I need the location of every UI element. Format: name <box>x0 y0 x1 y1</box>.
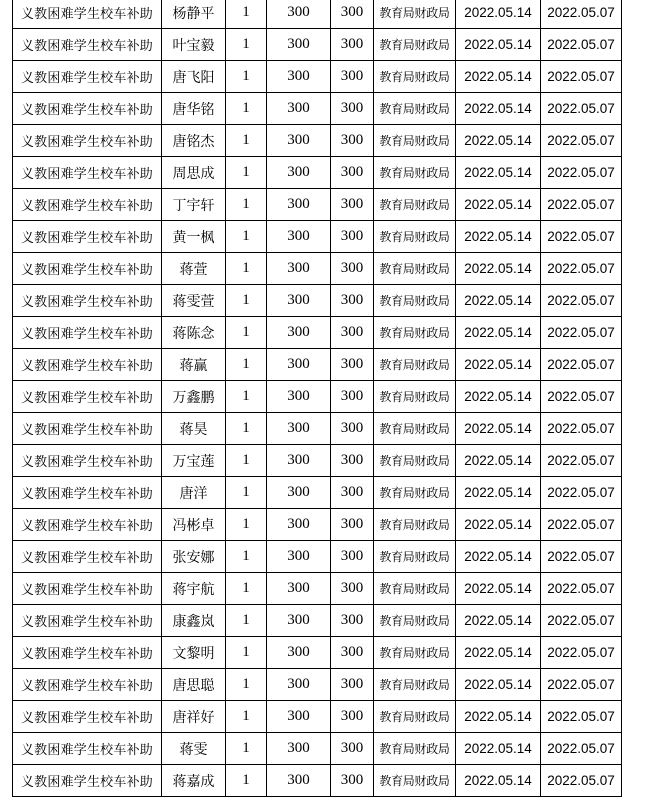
amount-cell: 300 <box>331 253 374 285</box>
count-cell: 1 <box>226 381 267 413</box>
table-row <box>13 221 622 253</box>
count-cell: 1 <box>226 317 267 349</box>
table-row <box>13 29 622 61</box>
count-cell: 1 <box>226 573 267 605</box>
amount-cell: 300 <box>331 701 374 733</box>
project-cell: 义教困难学生校车补助 <box>13 349 162 381</box>
amount-cell: 300 <box>331 349 374 381</box>
date2-cell: 2022.05.07 <box>541 733 622 765</box>
project-cell: 义教困难学生校车补助 <box>13 445 162 477</box>
date1-cell: 2022.05.14 <box>456 445 541 477</box>
project-cell: 义教困难学生校车补助 <box>13 413 162 445</box>
table-row <box>13 765 622 797</box>
amount-cell: 300 <box>331 573 374 605</box>
department-cell: 教育局财政局 <box>374 349 456 381</box>
name-cell: 唐铭杰 <box>162 125 226 157</box>
count-cell: 1 <box>226 509 267 541</box>
date2-cell: 2022.05.07 <box>541 189 622 221</box>
count-cell: 1 <box>226 29 267 61</box>
table-row <box>13 669 622 701</box>
standard-cell: 300 <box>267 573 331 605</box>
standard-cell: 300 <box>267 125 331 157</box>
date1-cell: 2022.05.14 <box>456 413 541 445</box>
date1-cell: 2022.05.14 <box>456 765 541 797</box>
subsidy-table <box>12 0 622 797</box>
count-cell: 1 <box>226 445 267 477</box>
date2-cell: 2022.05.07 <box>541 573 622 605</box>
date1-cell: 2022.05.14 <box>456 349 541 381</box>
date1-cell: 2022.05.14 <box>456 605 541 637</box>
count-cell: 1 <box>226 541 267 573</box>
table-row <box>13 0 622 29</box>
standard-cell: 300 <box>267 733 331 765</box>
date2-cell: 2022.05.07 <box>541 157 622 189</box>
date1-cell: 2022.05.14 <box>456 477 541 509</box>
amount-cell: 300 <box>331 669 374 701</box>
project-cell: 义教困难学生校车补助 <box>13 157 162 189</box>
department-cell: 教育局财政局 <box>374 477 456 509</box>
project-cell: 义教困难学生校车补助 <box>13 477 162 509</box>
date1-cell: 2022.05.14 <box>456 93 541 125</box>
amount-cell: 300 <box>331 125 374 157</box>
name-cell: 蒋宇航 <box>162 573 226 605</box>
date2-cell: 2022.05.07 <box>541 445 622 477</box>
standard-cell: 300 <box>267 381 331 413</box>
project-cell: 义教困难学生校车补助 <box>13 93 162 125</box>
standard-cell: 300 <box>267 477 331 509</box>
standard-cell: 300 <box>267 605 331 637</box>
department-cell: 教育局财政局 <box>374 253 456 285</box>
standard-cell: 300 <box>267 93 331 125</box>
amount-cell: 300 <box>331 733 374 765</box>
project-cell: 义教困难学生校车补助 <box>13 669 162 701</box>
standard-cell: 300 <box>267 61 331 93</box>
table-row <box>13 445 622 477</box>
department-cell: 教育局财政局 <box>374 93 456 125</box>
standard-cell: 300 <box>267 189 331 221</box>
project-cell: 义教困难学生校车补助 <box>13 701 162 733</box>
project-cell: 义教困难学生校车补助 <box>13 733 162 765</box>
project-cell: 义教困难学生校车补助 <box>13 573 162 605</box>
date2-cell: 2022.05.07 <box>541 477 622 509</box>
date2-cell: 2022.05.07 <box>541 509 622 541</box>
department-cell: 教育局财政局 <box>374 221 456 253</box>
date1-cell: 2022.05.14 <box>456 285 541 317</box>
standard-cell: 300 <box>267 413 331 445</box>
name-cell: 唐华铭 <box>162 93 226 125</box>
amount-cell: 300 <box>331 189 374 221</box>
date2-cell: 2022.05.07 <box>541 413 622 445</box>
count-cell: 1 <box>226 669 267 701</box>
project-cell: 义教困难学生校车补助 <box>13 125 162 157</box>
date1-cell: 2022.05.14 <box>456 61 541 93</box>
project-cell: 义教困难学生校车补助 <box>13 765 162 797</box>
table-row <box>13 189 622 221</box>
department-cell: 教育局财政局 <box>374 605 456 637</box>
count-cell: 1 <box>226 285 267 317</box>
project-cell: 义教困难学生校车补助 <box>13 285 162 317</box>
amount-cell: 300 <box>331 285 374 317</box>
count-cell: 1 <box>226 93 267 125</box>
amount-cell: 300 <box>331 445 374 477</box>
department-cell: 教育局财政局 <box>374 125 456 157</box>
department-cell: 教育局财政局 <box>374 413 456 445</box>
table-row <box>13 413 622 445</box>
name-cell: 万宝莲 <box>162 445 226 477</box>
name-cell: 张安娜 <box>162 541 226 573</box>
table-row <box>13 637 622 669</box>
department-cell: 教育局财政局 <box>374 669 456 701</box>
project-cell: 义教困难学生校车补助 <box>13 29 162 61</box>
date2-cell: 2022.05.07 <box>541 93 622 125</box>
count-cell: 1 <box>226 349 267 381</box>
amount-cell: 300 <box>331 509 374 541</box>
date1-cell: 2022.05.14 <box>456 221 541 253</box>
project-cell: 义教困难学生校车补助 <box>13 221 162 253</box>
table-row <box>13 253 622 285</box>
date2-cell: 2022.05.07 <box>541 125 622 157</box>
department-cell: 教育局财政局 <box>374 701 456 733</box>
department-cell: 教育局财政局 <box>374 29 456 61</box>
date1-cell: 2022.05.14 <box>456 669 541 701</box>
date2-cell: 2022.05.07 <box>541 541 622 573</box>
name-cell: 杨静平 <box>162 0 226 29</box>
count-cell: 1 <box>226 477 267 509</box>
table-row <box>13 285 622 317</box>
date1-cell: 2022.05.14 <box>456 0 541 29</box>
amount-cell: 300 <box>331 541 374 573</box>
name-cell: 蒋萱 <box>162 253 226 285</box>
date1-cell: 2022.05.14 <box>456 637 541 669</box>
table-row <box>13 605 622 637</box>
date1-cell: 2022.05.14 <box>456 29 541 61</box>
standard-cell: 300 <box>267 157 331 189</box>
project-cell: 义教困难学生校车补助 <box>13 605 162 637</box>
standard-cell: 300 <box>267 669 331 701</box>
date1-cell: 2022.05.14 <box>456 317 541 349</box>
date2-cell: 2022.05.07 <box>541 285 622 317</box>
amount-cell: 300 <box>331 477 374 509</box>
standard-cell: 300 <box>267 317 331 349</box>
date1-cell: 2022.05.14 <box>456 253 541 285</box>
table-row <box>13 93 622 125</box>
department-cell: 教育局财政局 <box>374 541 456 573</box>
date2-cell: 2022.05.07 <box>541 61 622 93</box>
standard-cell: 300 <box>267 253 331 285</box>
date2-cell: 2022.05.07 <box>541 0 622 29</box>
standard-cell: 300 <box>267 701 331 733</box>
amount-cell: 300 <box>331 29 374 61</box>
department-cell: 教育局财政局 <box>374 189 456 221</box>
amount-cell: 300 <box>331 0 374 29</box>
count-cell: 1 <box>226 189 267 221</box>
project-cell: 义教困难学生校车补助 <box>13 509 162 541</box>
date2-cell: 2022.05.07 <box>541 317 622 349</box>
standard-cell: 300 <box>267 221 331 253</box>
name-cell: 康鑫岚 <box>162 605 226 637</box>
standard-cell: 300 <box>267 445 331 477</box>
department-cell: 教育局财政局 <box>374 285 456 317</box>
date2-cell: 2022.05.07 <box>541 669 622 701</box>
standard-cell: 300 <box>267 349 331 381</box>
count-cell: 1 <box>226 701 267 733</box>
date2-cell: 2022.05.07 <box>541 765 622 797</box>
name-cell: 蒋嘉成 <box>162 765 226 797</box>
standard-cell: 300 <box>267 509 331 541</box>
department-cell: 教育局财政局 <box>374 381 456 413</box>
count-cell: 1 <box>226 637 267 669</box>
table-row <box>13 61 622 93</box>
amount-cell: 300 <box>331 381 374 413</box>
date2-cell: 2022.05.07 <box>541 221 622 253</box>
amount-cell: 300 <box>331 413 374 445</box>
name-cell: 蒋陈念 <box>162 317 226 349</box>
name-cell: 丁宇轩 <box>162 189 226 221</box>
standard-cell: 300 <box>267 765 331 797</box>
date2-cell: 2022.05.07 <box>541 349 622 381</box>
table-row <box>13 349 622 381</box>
table-row <box>13 541 622 573</box>
count-cell: 1 <box>226 157 267 189</box>
name-cell: 蒋雯 <box>162 733 226 765</box>
name-cell: 蒋昊 <box>162 413 226 445</box>
table-row <box>13 701 622 733</box>
count-cell: 1 <box>226 253 267 285</box>
department-cell: 教育局财政局 <box>374 317 456 349</box>
count-cell: 1 <box>226 61 267 93</box>
department-cell: 教育局财政局 <box>374 733 456 765</box>
department-cell: 教育局财政局 <box>374 637 456 669</box>
table-row <box>13 477 622 509</box>
table-row <box>13 509 622 541</box>
date2-cell: 2022.05.07 <box>541 381 622 413</box>
name-cell: 叶宝毅 <box>162 29 226 61</box>
department-cell: 教育局财政局 <box>374 0 456 29</box>
name-cell: 冯彬卓 <box>162 509 226 541</box>
amount-cell: 300 <box>331 221 374 253</box>
date1-cell: 2022.05.14 <box>456 381 541 413</box>
standard-cell: 300 <box>267 541 331 573</box>
count-cell: 1 <box>226 765 267 797</box>
table-row <box>13 317 622 349</box>
table-row <box>13 381 622 413</box>
table-row <box>13 157 622 189</box>
count-cell: 1 <box>226 221 267 253</box>
amount-cell: 300 <box>331 605 374 637</box>
date1-cell: 2022.05.14 <box>456 189 541 221</box>
date2-cell: 2022.05.07 <box>541 605 622 637</box>
name-cell: 唐思聪 <box>162 669 226 701</box>
standard-cell: 300 <box>267 637 331 669</box>
name-cell: 唐洋 <box>162 477 226 509</box>
date1-cell: 2022.05.14 <box>456 509 541 541</box>
name-cell: 唐祥好 <box>162 701 226 733</box>
name-cell: 万鑫鹏 <box>162 381 226 413</box>
project-cell: 义教困难学生校车补助 <box>13 189 162 221</box>
name-cell: 蒋雯萱 <box>162 285 226 317</box>
name-cell: 文黎明 <box>162 637 226 669</box>
amount-cell: 300 <box>331 157 374 189</box>
amount-cell: 300 <box>331 93 374 125</box>
date1-cell: 2022.05.14 <box>456 701 541 733</box>
date1-cell: 2022.05.14 <box>456 541 541 573</box>
department-cell: 教育局财政局 <box>374 509 456 541</box>
standard-cell: 300 <box>267 29 331 61</box>
table-row <box>13 733 622 765</box>
name-cell: 周思成 <box>162 157 226 189</box>
name-cell: 唐飞阳 <box>162 61 226 93</box>
name-cell: 黄一枫 <box>162 221 226 253</box>
table-row <box>13 573 622 605</box>
date2-cell: 2022.05.07 <box>541 253 622 285</box>
count-cell: 1 <box>226 0 267 29</box>
date1-cell: 2022.05.14 <box>456 157 541 189</box>
count-cell: 1 <box>226 733 267 765</box>
amount-cell: 300 <box>331 637 374 669</box>
department-cell: 教育局财政局 <box>374 61 456 93</box>
date1-cell: 2022.05.14 <box>456 125 541 157</box>
table-row <box>13 125 622 157</box>
amount-cell: 300 <box>331 61 374 93</box>
standard-cell: 300 <box>267 285 331 317</box>
count-cell: 1 <box>226 125 267 157</box>
date2-cell: 2022.05.07 <box>541 637 622 669</box>
project-cell: 义教困难学生校车补助 <box>13 637 162 669</box>
department-cell: 教育局财政局 <box>374 765 456 797</box>
date2-cell: 2022.05.07 <box>541 29 622 61</box>
project-cell: 义教困难学生校车补助 <box>13 541 162 573</box>
count-cell: 1 <box>226 413 267 445</box>
project-cell: 义教困难学生校车补助 <box>13 61 162 93</box>
date1-cell: 2022.05.14 <box>456 733 541 765</box>
amount-cell: 300 <box>331 765 374 797</box>
department-cell: 教育局财政局 <box>374 157 456 189</box>
project-cell: 义教困难学生校车补助 <box>13 0 162 29</box>
department-cell: 教育局财政局 <box>374 573 456 605</box>
standard-cell: 300 <box>267 0 331 29</box>
project-cell: 义教困难学生校车补助 <box>13 253 162 285</box>
name-cell: 蒋赢 <box>162 349 226 381</box>
date2-cell: 2022.05.07 <box>541 701 622 733</box>
date1-cell: 2022.05.14 <box>456 573 541 605</box>
project-cell: 义教困难学生校车补助 <box>13 381 162 413</box>
department-cell: 教育局财政局 <box>374 445 456 477</box>
project-cell: 义教困难学生校车补助 <box>13 317 162 349</box>
amount-cell: 300 <box>331 317 374 349</box>
count-cell: 1 <box>226 605 267 637</box>
